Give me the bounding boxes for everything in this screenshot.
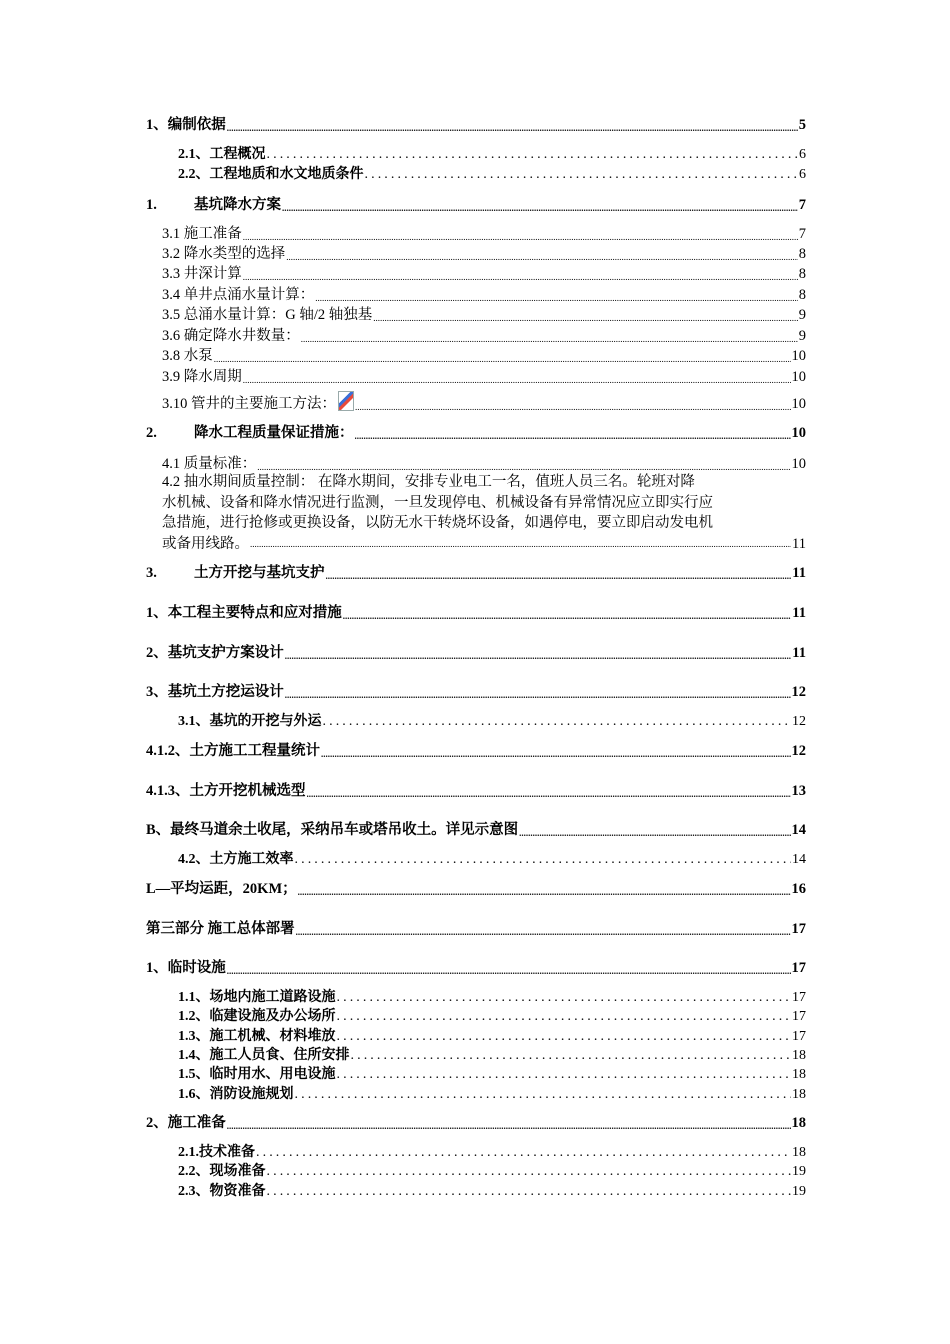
toc-entry[interactable] bbox=[146, 784, 806, 799]
toc-entry[interactable] bbox=[178, 715, 806, 729]
toc-entry-page: 11 bbox=[792, 535, 806, 552]
toc-entry[interactable] bbox=[178, 148, 806, 162]
toc-entry-page: 10 bbox=[791, 425, 806, 441]
toc-entry-title: 1.5、临时用水、用电设施 bbox=[178, 1067, 336, 1082]
toc-entry-title: 4.2、土方施工效率 bbox=[178, 852, 294, 867]
toc-entry-page: 18 bbox=[791, 1115, 806, 1131]
toc-entry-page: 11 bbox=[792, 565, 806, 581]
toc-entry[interactable] bbox=[178, 168, 806, 182]
toc-entry-page: 17 bbox=[792, 1029, 806, 1044]
toc-entry-title: 2.1.技术准备 bbox=[178, 1145, 255, 1160]
toc-entry-page: 8 bbox=[798, 266, 806, 282]
toc-entry[interactable] bbox=[162, 288, 806, 303]
toc-entry-title: 1.1、场地内施工道路设施 bbox=[178, 990, 336, 1005]
toc-entry[interactable] bbox=[146, 882, 806, 897]
toc-entry[interactable] bbox=[178, 1088, 806, 1102]
toc-entry-title: 2、施工准备 bbox=[146, 1115, 226, 1131]
toc-entry-title: 4.1 质量标准： bbox=[162, 456, 257, 472]
toc-entry-title: 2.2、现场准备 bbox=[178, 1164, 266, 1179]
toc-entry-page: 6 bbox=[799, 147, 806, 162]
toc-entry-page: 18 bbox=[792, 1087, 806, 1102]
toc-entry-page: 11 bbox=[792, 645, 806, 661]
toc-entry-page: 9 bbox=[798, 307, 806, 323]
toc-entry-title: 3.8 水泵 bbox=[162, 348, 213, 364]
toc-entry[interactable] bbox=[146, 744, 806, 759]
paragraph-line: 或备用线路。 bbox=[162, 535, 249, 552]
toc-entry-page: 17 bbox=[792, 990, 806, 1005]
toc-entry-title: 1、本工程主要特点和应对措施 bbox=[146, 605, 342, 621]
broken-image-icon bbox=[338, 391, 354, 411]
toc-entry-title: 2.2、工程地质和水文地质条件 bbox=[178, 167, 364, 182]
toc-entry-title: 3.2 降水类型的选择 bbox=[162, 246, 286, 262]
paragraph-line: 急措施，进行抢修或更换设备，以防无水干转烧坏设备，如遇停电，要立即启动发电机 bbox=[162, 515, 713, 531]
toc-entry-page: 17 bbox=[791, 960, 806, 976]
toc-entry[interactable] bbox=[146, 606, 806, 621]
toc-entry[interactable] bbox=[146, 646, 806, 661]
toc-entry-number: 2. bbox=[146, 425, 157, 441]
toc-entry-number: 1. bbox=[146, 197, 157, 213]
toc-entry[interactable] bbox=[146, 198, 806, 213]
toc-entry-page: 19 bbox=[792, 1164, 806, 1179]
toc-entry[interactable] bbox=[178, 1146, 806, 1160]
toc-entry-page: 14 bbox=[792, 852, 806, 867]
toc-entry-page: 7 bbox=[798, 197, 806, 213]
toc-entry-page: 10 bbox=[791, 396, 806, 412]
toc-entry-number: 3. bbox=[146, 565, 157, 581]
toc-entry[interactable] bbox=[162, 349, 806, 364]
toc-entry[interactable] bbox=[162, 227, 806, 242]
toc-entry-title: 第三部分 施工总体部署 bbox=[146, 921, 295, 937]
toc-entry-title: 1.2、临建设施及办公场所 bbox=[178, 1009, 336, 1024]
toc-entry-page: 18 bbox=[792, 1145, 806, 1160]
toc-entry[interactable] bbox=[146, 922, 806, 937]
toc-entry-title: B、最终马道余土收尾，采纳吊车或塔吊收土。详见示意图 bbox=[146, 822, 519, 838]
toc-entry-title: 3.5 总涌水量计算：G 轴/2 轴独基 bbox=[162, 307, 373, 323]
toc-entry-title: L—平均运距，20KM； bbox=[146, 881, 297, 897]
toc-entry-page: 12 bbox=[791, 743, 806, 759]
toc-entry-title: 3.6 确定降水井数量： bbox=[162, 328, 300, 344]
toc-entry-page: 8 bbox=[798, 246, 806, 262]
toc-entry[interactable] bbox=[178, 1165, 806, 1179]
toc-entry-title: 1.3、施工机械、材料堆放 bbox=[178, 1029, 336, 1044]
toc-entry-page: 19 bbox=[792, 1184, 806, 1199]
toc-entry[interactable] bbox=[162, 391, 806, 412]
toc-entry-page: 6 bbox=[799, 167, 806, 182]
toc-entry-page: 9 bbox=[798, 328, 806, 344]
toc-entry-page: 14 bbox=[791, 822, 806, 838]
toc-entry-title: 3.10 管井的主要施工方法： bbox=[162, 396, 336, 412]
toc-entry-page: 8 bbox=[798, 287, 806, 303]
toc-entry-title: 1.4、施工人员食、住所安排 bbox=[178, 1048, 350, 1063]
toc-entry[interactable] bbox=[162, 267, 806, 282]
toc-entry[interactable] bbox=[146, 685, 806, 700]
toc-entry-title: 3、基坑土方挖运设计 bbox=[146, 684, 284, 700]
toc-entry-page: 17 bbox=[791, 921, 806, 937]
toc-entry-page: 7 bbox=[798, 226, 806, 242]
toc-entry-title: 3.4 单井点涌水量计算： bbox=[162, 287, 315, 303]
toc-entry-page: 18 bbox=[792, 1067, 806, 1082]
toc-entry-title: 4.1.2、土方施工工程量统计 bbox=[146, 743, 320, 759]
toc-entry-page: 17 bbox=[792, 1009, 806, 1024]
toc-entry-title: 2、基坑支护方案设计 bbox=[146, 645, 284, 661]
toc-entry-page: 10 bbox=[791, 456, 806, 472]
toc-entry[interactable] bbox=[178, 853, 806, 867]
toc-entry-title: 2.3、物资准备 bbox=[178, 1184, 266, 1199]
toc-entry-title: 3.9 降水周期 bbox=[162, 369, 242, 385]
toc-entry-title: 1、临时设施 bbox=[146, 960, 226, 976]
toc-entry[interactable] bbox=[146, 426, 806, 441]
toc-entry-paragraph[interactable] bbox=[162, 472, 806, 554]
toc-entry-title: 土方开挖与基坑支护 bbox=[194, 565, 325, 581]
toc-entry[interactable] bbox=[146, 823, 806, 838]
toc-entry-title: 3.1 施工准备 bbox=[162, 226, 242, 242]
toc-entry-title: 4.1.3、土方开挖机械选型 bbox=[146, 783, 306, 799]
toc-entry-title: 2.1、工程概况 bbox=[178, 147, 266, 162]
toc-entry[interactable] bbox=[178, 1049, 806, 1063]
toc-entry[interactable] bbox=[162, 308, 806, 323]
toc-entry[interactable] bbox=[178, 991, 806, 1005]
paragraph-line: 4.2 抽水期间质量控制： 在降水期间，安排专业电工一名，值班人员三名。轮班对降 bbox=[162, 474, 695, 490]
toc-entry-page: 12 bbox=[791, 684, 806, 700]
toc-entry[interactable] bbox=[162, 329, 806, 344]
toc-entry-page: 5 bbox=[798, 117, 806, 133]
toc-entry-page: 11 bbox=[792, 605, 806, 621]
toc-entry[interactable] bbox=[178, 1185, 806, 1199]
toc-entry[interactable] bbox=[146, 118, 806, 133]
toc-entry-page: 10 bbox=[791, 369, 806, 385]
toc-entry[interactable] bbox=[162, 457, 806, 472]
toc-entry-title: 3.3 井深计算 bbox=[162, 266, 242, 282]
toc-entry[interactable] bbox=[178, 1010, 806, 1024]
toc-entry-title: 降水工程质量保证措施： bbox=[194, 425, 354, 441]
toc-entry-page: 13 bbox=[791, 783, 806, 799]
paragraph-line: 水机械、设备和降水情况进行监测，一旦发现停电、机械设备有异常情况应立即实行应 bbox=[162, 494, 713, 511]
toc-entry[interactable] bbox=[146, 566, 806, 581]
toc-entry[interactable] bbox=[178, 1030, 806, 1044]
toc-entry[interactable] bbox=[146, 1116, 806, 1131]
toc-entry-page: 10 bbox=[791, 348, 806, 364]
toc-entry-title: 1.6、消防设施规划 bbox=[178, 1087, 294, 1102]
toc-entry[interactable] bbox=[162, 370, 806, 385]
toc-entry-page: 12 bbox=[792, 714, 806, 729]
toc-entry[interactable] bbox=[146, 961, 806, 976]
toc-entry-title: 基坑降水方案 bbox=[194, 197, 281, 213]
toc-entry[interactable] bbox=[162, 247, 806, 262]
toc-entry[interactable] bbox=[178, 1068, 806, 1082]
toc-entry-title: 3.1、基坑的开挖与外运 bbox=[178, 714, 322, 729]
toc-entry-title: 1、编制依据 bbox=[146, 117, 226, 133]
toc-entry-page: 18 bbox=[792, 1048, 806, 1063]
toc-entry-page: 16 bbox=[791, 881, 806, 897]
